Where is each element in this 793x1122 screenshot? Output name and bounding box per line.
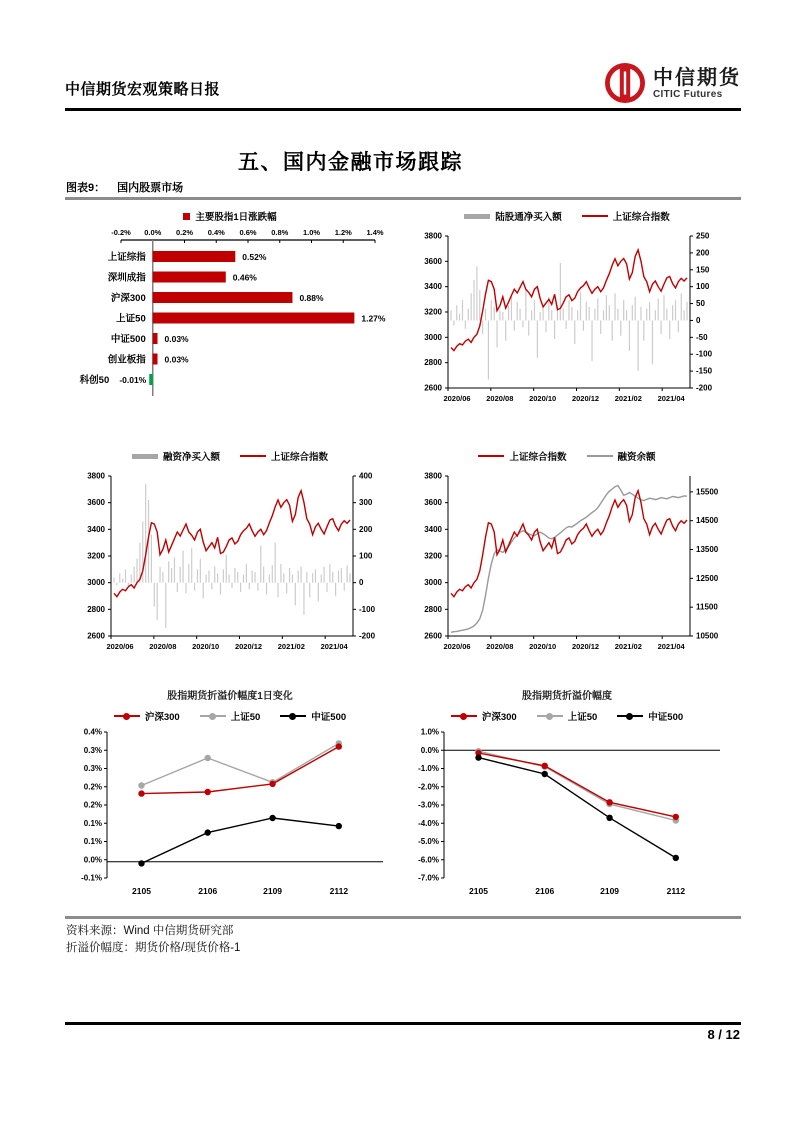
- svg-text:-3.0%: -3.0%: [418, 800, 439, 810]
- svg-text:0.4%: 0.4%: [83, 727, 102, 737]
- svg-text:沪深300: 沪深300: [110, 293, 146, 304]
- svg-text:400: 400: [359, 471, 373, 481]
- svg-text:200: 200: [696, 248, 710, 258]
- svg-text:-4.0%: -4.0%: [418, 818, 439, 828]
- svg-text:0: 0: [359, 578, 364, 588]
- futures-premium-chart: [402, 690, 732, 910]
- svg-text:1.0%: 1.0%: [302, 228, 321, 237]
- y-axis-right: [690, 232, 713, 393]
- northbound-net-buy-chart: [402, 206, 732, 414]
- svg-text:50: 50: [696, 299, 705, 309]
- line-swatch-icon: [587, 455, 613, 457]
- line-dot-swatch-icon: [617, 715, 643, 717]
- gray-line-series: [451, 486, 687, 633]
- margin-balance-chart: [402, 446, 732, 662]
- legend-label: 沪深300: [481, 712, 517, 723]
- legend-label: 中证500: [648, 712, 684, 723]
- svg-text:100: 100: [696, 282, 710, 292]
- y-axis-right: [353, 472, 376, 641]
- legend-label: 融资余额: [617, 452, 656, 463]
- svg-text:2600: 2600: [424, 631, 442, 641]
- line-dot-swatch-icon: [200, 715, 226, 717]
- chart-legend: [65, 706, 395, 726]
- bar: [153, 333, 158, 344]
- svg-text:0.0%: 0.0%: [420, 745, 439, 755]
- series-line: [142, 743, 339, 785]
- legend-item: [280, 709, 346, 723]
- svg-text:-100: -100: [359, 604, 376, 614]
- legend-item: [617, 709, 683, 723]
- page-number: 8 / 12: [707, 1027, 740, 1042]
- svg-text:0.2%: 0.2%: [83, 800, 102, 810]
- svg-text:上证50: 上证50: [116, 313, 146, 325]
- svg-text:2021/02: 2021/02: [614, 394, 642, 403]
- citic-logo: [604, 62, 741, 107]
- svg-text:2112: 2112: [666, 886, 686, 896]
- chart-title: 股指期货折溢价幅度: [522, 691, 612, 702]
- legend-item: [464, 209, 562, 223]
- brand-name-cn: 中信期货: [653, 64, 741, 89]
- svg-text:3000: 3000: [424, 332, 442, 342]
- svg-text:0.46%: 0.46%: [232, 272, 257, 283]
- legend-label: 中证500: [311, 712, 347, 723]
- bar-series: [114, 484, 350, 628]
- bar: [153, 313, 355, 324]
- svg-text:3800: 3800: [424, 231, 442, 241]
- svg-text:上证综指: 上证综指: [107, 252, 146, 263]
- line-swatch-icon: [240, 455, 266, 457]
- svg-text:3000: 3000: [87, 578, 105, 588]
- svg-text:3600: 3600: [424, 498, 442, 508]
- svg-text:中证500: 中证500: [110, 334, 146, 345]
- index-daily-change-bar-chart: [65, 206, 395, 404]
- legend-label: 上证50: [230, 712, 261, 723]
- legend-label: 融资净买入额: [162, 452, 220, 463]
- charts-bottom-divider: [65, 916, 741, 919]
- footer-divider: [65, 1022, 741, 1025]
- svg-text:0.2%: 0.2%: [175, 228, 194, 237]
- bar-series: [451, 263, 687, 380]
- futures-premium-daily-change-chart: [65, 690, 395, 910]
- y-axis: [418, 728, 444, 883]
- svg-text:0: 0: [696, 315, 701, 325]
- svg-text:2021/04: 2021/04: [657, 642, 685, 651]
- legend-item: [114, 709, 180, 723]
- legend-item: [537, 709, 598, 723]
- svg-text:0.3%: 0.3%: [83, 764, 102, 773]
- legend-label: 陆股通净买入额: [495, 212, 562, 223]
- svg-text:0.3%: 0.3%: [83, 745, 102, 755]
- source-text: 资料来源：Wind 中信期货研究部: [66, 925, 234, 937]
- citic-logo-text: [653, 64, 741, 100]
- series-line: [479, 758, 676, 858]
- square-swatch-icon: [183, 213, 190, 220]
- svg-text:250: 250: [696, 231, 710, 241]
- svg-text:0.1%: 0.1%: [83, 837, 102, 846]
- y-axis-left: [424, 472, 448, 641]
- chart-canvas: [402, 726, 732, 910]
- svg-text:200: 200: [359, 524, 373, 534]
- svg-text:-2.0%: -2.0%: [418, 782, 439, 792]
- svg-text:2020/06: 2020/06: [443, 394, 471, 403]
- svg-text:2020/10: 2020/10: [529, 394, 557, 403]
- chart-legend: [402, 446, 732, 466]
- citic-logo-icon: [604, 62, 646, 104]
- legend-item: [240, 449, 328, 463]
- svg-text:100: 100: [359, 551, 373, 561]
- bar-swatch-icon: [132, 454, 158, 459]
- svg-text:1.2%: 1.2%: [334, 228, 352, 237]
- svg-text:0.03%: 0.03%: [164, 354, 189, 365]
- bar: [153, 272, 226, 283]
- axes: [448, 476, 690, 636]
- svg-text:-150: -150: [696, 366, 713, 376]
- svg-text:-200: -200: [696, 383, 713, 393]
- index-line-series: [114, 491, 350, 597]
- svg-text:14500: 14500: [696, 516, 719, 526]
- x-axis: [443, 636, 685, 651]
- legend-label: 上证50: [567, 712, 598, 723]
- svg-text:150: 150: [696, 265, 710, 275]
- svg-text:1.0%: 1.0%: [420, 727, 439, 737]
- caption-divider: [65, 197, 741, 200]
- svg-text:2020/12: 2020/12: [571, 394, 600, 403]
- svg-text:2020/12: 2020/12: [234, 642, 263, 651]
- svg-text:13500: 13500: [696, 545, 719, 555]
- svg-text:2600: 2600: [87, 631, 105, 641]
- svg-text:2105: 2105: [469, 886, 488, 896]
- chart-canvas: [65, 466, 395, 662]
- section-title: 五、国内金融市场跟踪: [238, 151, 463, 175]
- chart-legend: [402, 206, 732, 226]
- svg-text:1.4%: 1.4%: [366, 228, 384, 237]
- svg-text:0.03%: 0.03%: [164, 334, 189, 344]
- svg-text:2021/02: 2021/02: [277, 642, 305, 651]
- header-divider: [65, 108, 741, 111]
- svg-text:2020/08: 2020/08: [149, 642, 177, 651]
- svg-text:0.4%: 0.4%: [207, 228, 225, 237]
- svg-text:深圳成指: 深圳成指: [107, 272, 146, 284]
- bar: [149, 374, 153, 385]
- svg-text:0.8%: 0.8%: [271, 228, 289, 237]
- x-axis: [443, 388, 685, 403]
- svg-text:-100: -100: [696, 349, 713, 359]
- svg-text:2800: 2800: [424, 358, 442, 368]
- svg-text:2800: 2800: [87, 604, 105, 614]
- line-swatch-icon: [582, 215, 608, 217]
- svg-text:2105: 2105: [132, 886, 151, 896]
- legend-item: [132, 449, 220, 463]
- index-line-series: [451, 491, 687, 597]
- line-swatch-icon: [478, 455, 504, 457]
- svg-text:3400: 3400: [87, 524, 105, 534]
- svg-text:2020/10: 2020/10: [192, 642, 220, 651]
- bar-swatch-icon: [464, 214, 490, 219]
- chart-legend: [402, 706, 732, 726]
- figure-caption: [66, 179, 183, 195]
- y-axis: [81, 728, 107, 883]
- chart-canvas: [65, 726, 395, 910]
- series-markers: [138, 740, 342, 789]
- svg-text:-50: -50: [696, 332, 708, 342]
- series-markers: [475, 754, 679, 861]
- svg-text:3200: 3200: [87, 551, 105, 561]
- legend-label: 上证综合指数: [612, 212, 670, 223]
- bar: [153, 292, 293, 303]
- svg-text:3800: 3800: [87, 471, 105, 481]
- svg-text:0.1%: 0.1%: [83, 818, 102, 828]
- chart-canvas: [65, 226, 395, 404]
- svg-text:2109: 2109: [263, 886, 283, 896]
- svg-text:2021/02: 2021/02: [614, 642, 642, 651]
- legend-item: [451, 709, 517, 723]
- legend-label: 上证综合指数: [271, 452, 329, 463]
- svg-text:2020/12: 2020/12: [571, 642, 600, 651]
- legend-item: [478, 449, 566, 463]
- legend-item: [183, 209, 276, 223]
- legend-item: [582, 209, 670, 223]
- svg-text:3200: 3200: [424, 307, 442, 317]
- svg-text:科创50: 科创50: [79, 375, 110, 386]
- chart-legend: [65, 446, 395, 466]
- line-dot-swatch-icon: [280, 715, 306, 717]
- y-axis-right: [690, 487, 719, 640]
- svg-text:3600: 3600: [424, 256, 442, 266]
- svg-text:2800: 2800: [424, 604, 442, 614]
- svg-text:3000: 3000: [424, 578, 442, 588]
- legend-item: [587, 449, 656, 463]
- svg-text:2020/10: 2020/10: [529, 642, 557, 651]
- svg-text:0.88%: 0.88%: [299, 293, 324, 303]
- report-title: 中信期货宏观策略日报: [65, 81, 221, 98]
- chart-title: 股指期货折溢价幅度1日变化: [167, 691, 293, 702]
- svg-text:3200: 3200: [424, 551, 442, 561]
- legend-label: 上证综合指数: [509, 452, 567, 463]
- x-axis: [469, 886, 685, 896]
- legend-item: [200, 709, 261, 723]
- line-dot-swatch-icon: [451, 715, 477, 717]
- legend-label: 主要股指1日涨跌幅: [195, 212, 277, 223]
- line-dot-swatch-icon: [114, 715, 140, 717]
- svg-text:创业板指: 创业板指: [107, 354, 146, 366]
- svg-text:10500: 10500: [696, 631, 719, 641]
- page-header: [65, 62, 741, 107]
- svg-text:-5.0%: -5.0%: [418, 837, 439, 846]
- chart-canvas: [402, 226, 732, 414]
- svg-text:-0.1%: -0.1%: [81, 873, 102, 883]
- svg-text:2020/06: 2020/06: [106, 642, 134, 651]
- margin-net-buy-chart: [65, 446, 395, 662]
- axes: [111, 476, 353, 636]
- svg-text:2112: 2112: [329, 886, 349, 896]
- figure-label: 图表9：: [66, 182, 106, 194]
- svg-text:2021/04: 2021/04: [320, 642, 348, 651]
- bar: [153, 354, 158, 365]
- svg-text:2021/04: 2021/04: [657, 394, 685, 403]
- svg-text:2020/08: 2020/08: [486, 642, 514, 651]
- svg-text:2106: 2106: [535, 886, 555, 896]
- bars: [79, 251, 386, 386]
- svg-text:0.0%: 0.0%: [144, 228, 162, 237]
- svg-text:12500: 12500: [696, 573, 719, 583]
- svg-text:0.6%: 0.6%: [239, 228, 257, 237]
- chart-canvas: [402, 466, 732, 662]
- legend-label: 沪深300: [144, 712, 180, 723]
- svg-text:2109: 2109: [600, 886, 620, 896]
- svg-text:-6.0%: -6.0%: [418, 855, 439, 865]
- svg-text:3600: 3600: [87, 498, 105, 508]
- svg-text:-200: -200: [359, 631, 376, 641]
- note-text: 折溢价幅度：期货价格/现货价格-1: [66, 942, 241, 954]
- svg-text:11500: 11500: [696, 602, 718, 612]
- bar: [153, 251, 236, 262]
- figure-title: 国内股票市场: [117, 182, 184, 194]
- svg-text:-0.2%: -0.2%: [111, 228, 131, 237]
- brand-name-en: CITIC Futures: [653, 88, 723, 100]
- svg-text:2020/06: 2020/06: [443, 642, 471, 651]
- svg-text:2020/08: 2020/08: [486, 394, 514, 403]
- svg-text:-0.01%: -0.01%: [119, 375, 147, 385]
- svg-text:3400: 3400: [424, 524, 442, 534]
- y-axis-left: [424, 232, 448, 393]
- chart-legend: [65, 206, 395, 226]
- svg-text:0.2%: 0.2%: [83, 782, 102, 792]
- x-axis: [132, 886, 348, 896]
- svg-text:2600: 2600: [424, 383, 442, 393]
- svg-text:2106: 2106: [198, 886, 218, 896]
- svg-text:3800: 3800: [424, 471, 442, 481]
- svg-text:-1.0%: -1.0%: [418, 764, 439, 773]
- svg-text:15500: 15500: [696, 487, 719, 497]
- y-axis-left: [87, 472, 111, 641]
- svg-text:300: 300: [359, 498, 373, 508]
- x-axis: [106, 636, 348, 651]
- svg-text:0.0%: 0.0%: [83, 855, 102, 865]
- svg-text:3400: 3400: [424, 282, 442, 292]
- svg-text:0.52%: 0.52%: [242, 252, 267, 262]
- line-dot-swatch-icon: [537, 715, 563, 717]
- series-line: [142, 818, 339, 863]
- svg-text:-7.0%: -7.0%: [418, 873, 439, 883]
- svg-text:1.27%: 1.27%: [361, 313, 386, 324]
